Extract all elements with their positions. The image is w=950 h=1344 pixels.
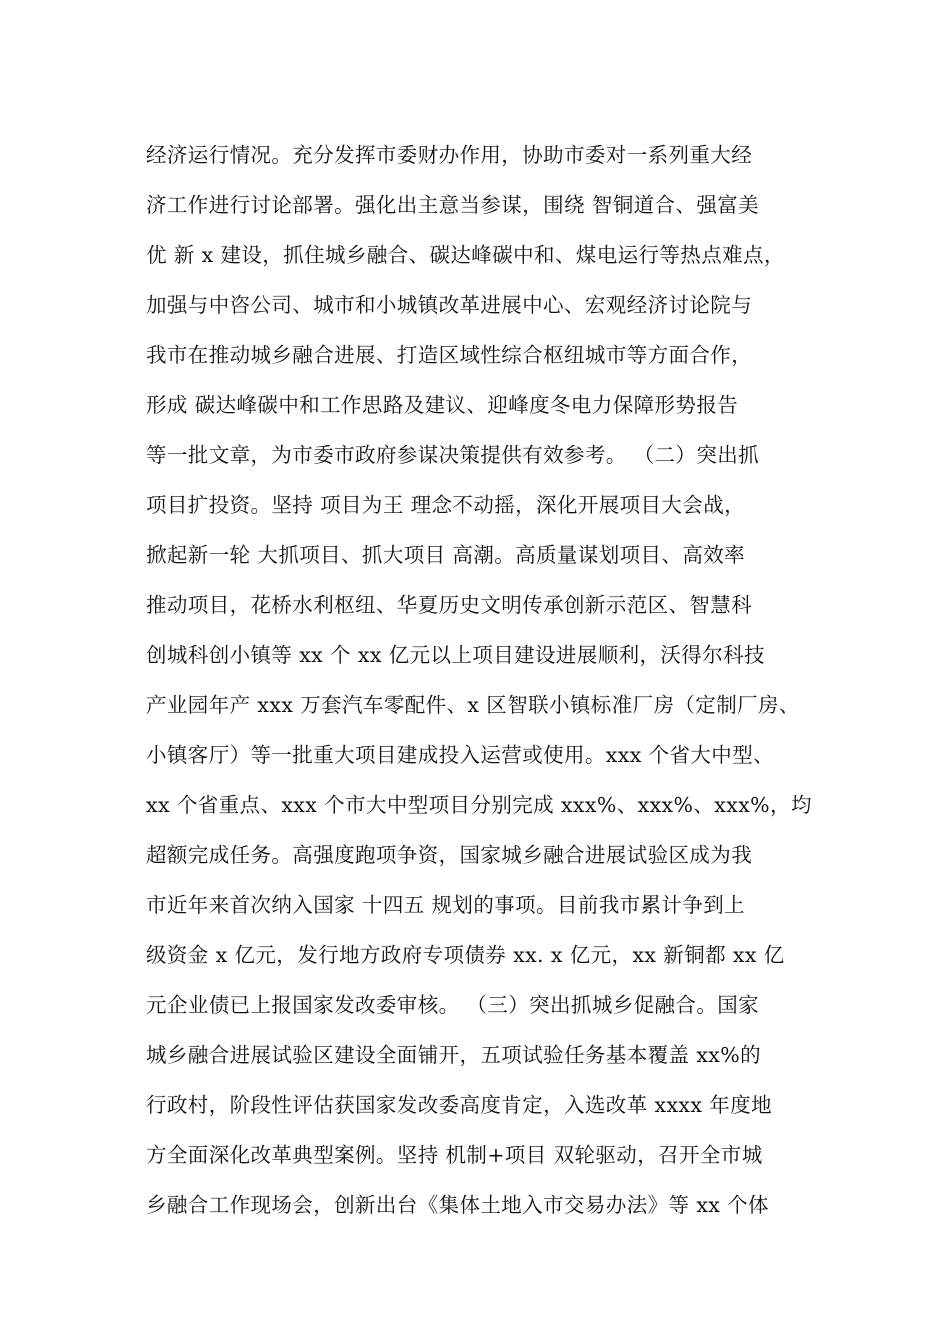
text-line: 超额完成任务。高强度跑项争资，国家城乡融合进展试验区成为我 — [146, 843, 753, 867]
text-line: 济工作进行讨论部署。强化出主意当参谋，围绕 智铜道合、强富美 — [146, 193, 760, 217]
text-line: 方全面深化改革典型案例。坚持 机制+项目 双轮驱动，召开全市城 — [146, 1143, 763, 1167]
text-line: 级资金 x 亿元，发行地方政府专项债券 xx. x 亿元，xx 新铜都 xx 亿 — [146, 943, 785, 967]
text-line: 产业园年产 xxx 万套汽车零配件、x 区智联小镇标准厂房（定制厂房、 — [146, 693, 800, 717]
text-line: 加强与中咨公司、城市和小城镇改革进展中心、宏观经济讨论院与 — [146, 293, 753, 317]
text-line: 市近年来首次纳入国家 十四五 规划的事项。目前我市累计争到上 — [146, 893, 746, 917]
text-line: 元企业债已上报国家发改委审核。 （三）突出抓城乡促融合。国家 — [146, 993, 760, 1017]
text-line: 经济运行情况。充分发挥市委财办作用，协助市委对一系列重大经 — [146, 143, 753, 167]
text-line: 掀起新一轮 大抓项目、抓大项目 高潮。高质量谋划项目、高效率 — [146, 543, 746, 567]
text-line: 项目扩投资。坚持 项目为王 理念不动摇，深化开展项目大会战， — [146, 493, 746, 517]
text-line: 形成 碳达峰碳中和工作思路及建议、迎峰度冬电力保障形势报告 — [146, 393, 739, 417]
text-line: 城乡融合进展试验区建设全面铺开，五项试验任务基本覆盖 xx%的 — [146, 1043, 762, 1067]
body-text — [146, 130, 826, 1230]
text-line: 推动项目，花桥水利枢纽、华夏历史文明传承创新示范区、智慧科 — [146, 593, 753, 617]
text-line: 创城科创小镇等 xx 个 xx 亿元以上项目建设进展顺利，沃得尔科技 — [146, 643, 765, 667]
text-line: 优 新 x 建设，抓住城乡融合、碳达峰碳中和、煤电运行等热点难点， — [146, 243, 785, 267]
text-line: 行政村，阶段性评估获国家发改委高度肯定，入选改革 xxxx 年度地 — [146, 1093, 772, 1117]
text-line: 我市在推动城乡融合进展、打造区域性综合枢纽城市等方面合作， — [146, 343, 753, 367]
text-line: xx 个省重点、xxx 个市大中型项目分别完成 xxx%、xxx%、xxx%，均 — [146, 793, 812, 817]
text-line: 小镇客厅）等一批重大项目建成投入运营或使用。xxx 个省大中型、 — [146, 743, 774, 767]
text-line: 乡融合工作现场会，创新出台《集体土地入市交易办法》等 xx 个体 — [146, 1193, 769, 1217]
text-line: 等一批文章，为市委市政府参谋决策提供有效参考。 （二）突出抓 — [146, 443, 760, 467]
